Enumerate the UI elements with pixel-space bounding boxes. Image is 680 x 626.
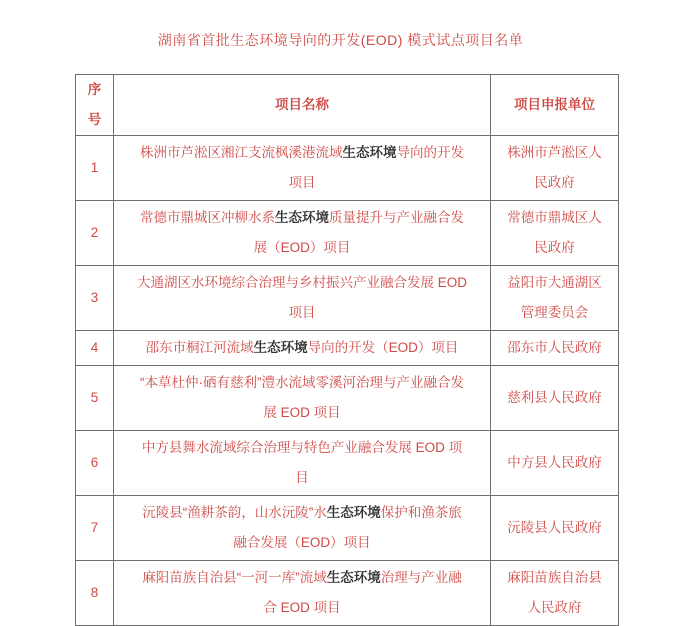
keyword-highlight: 生态环境	[326, 570, 381, 585]
applicant-unit-cell: 沅陵县人民政府	[491, 496, 619, 561]
keyword-highlight: 生态环境	[253, 340, 308, 355]
table-row	[76, 331, 619, 366]
project-name-text: 沅陵县“渔耕茶韵，山水沅陵”水	[142, 505, 327, 520]
project-name-text: 导向的开发项目	[288, 145, 464, 190]
project-name-cell	[114, 496, 491, 561]
document-title: 湖南省首批生态环境导向的开发(EOD) 模式试点项目名单	[157, 32, 524, 48]
table-row	[76, 431, 619, 496]
table-row	[76, 496, 619, 561]
table-header-row	[76, 75, 619, 136]
row-serial-number: 4	[76, 331, 114, 366]
project-name-text: 导向的开发（EOD）项目	[307, 340, 459, 355]
row-serial-number: 3	[76, 266, 114, 331]
row-serial-number: 8	[76, 561, 114, 626]
row-serial-number: 2	[76, 201, 114, 266]
project-name-text: 大通湖区水环境综合治理与乡村振兴产业融合发展 EOD 项目	[137, 275, 468, 320]
header-project-name: 项目名称	[114, 75, 491, 136]
project-name-cell	[114, 201, 491, 266]
project-name-cell	[114, 431, 491, 496]
keyword-highlight: 生态环境	[326, 505, 381, 520]
row-serial-number: 1	[76, 136, 114, 201]
keyword-highlight: 生态环境	[275, 210, 329, 225]
project-name-text: 中方县舞水流域综合治理与特色产业融合发展 EOD 项目	[141, 440, 463, 485]
applicant-unit-cell: 益阳市大通湖区管理委员会	[491, 266, 619, 331]
applicant-unit-cell: 邵东市人民政府	[491, 331, 619, 366]
table-row	[76, 136, 619, 201]
project-name-cell	[114, 136, 491, 201]
header-applicant-unit: 项目申报单位	[491, 75, 619, 136]
project-name-cell	[114, 366, 491, 431]
table-row	[76, 366, 619, 431]
project-name-text: 麻阳苗族自治县“一河一库”流域	[142, 570, 327, 585]
applicant-unit-cell: 慈利县人民政府	[491, 366, 619, 431]
table-header	[76, 75, 619, 136]
applicant-unit-cell: 麻阳苗族自治县人民政府	[491, 561, 619, 626]
project-name-cell	[114, 266, 491, 331]
table-body	[76, 136, 619, 626]
applicant-unit-cell: 中方县人民政府	[491, 431, 619, 496]
row-serial-number: 6	[76, 431, 114, 496]
row-serial-number: 7	[76, 496, 114, 561]
project-name-text: 常德市鼎城区冲柳水系	[140, 210, 275, 225]
project-name-text: 株洲市芦淞区湘江支流枫溪港流域	[140, 145, 343, 160]
projects-table	[75, 74, 619, 626]
applicant-unit-cell: 株洲市芦淞区人民政府	[491, 136, 619, 201]
project-name-text: 保护和渔茶旅融合发展（EOD）项目	[233, 505, 462, 550]
project-name-text: “本草杜仲·硒有慈利”澧水流域零溪河治理与产业融合发展 EOD 项目	[140, 375, 464, 420]
table-row	[76, 266, 619, 331]
project-name-text: 邵东市桐江河流域	[145, 340, 254, 355]
table-row	[76, 201, 619, 266]
project-name-cell	[114, 561, 491, 626]
row-serial-number: 5	[76, 366, 114, 431]
table-row	[76, 561, 619, 626]
project-name-text: 质量提升与产业融合发展（EOD）项目	[253, 210, 464, 255]
project-name-cell	[114, 331, 491, 366]
project-name-text: 治理与产业融合 EOD 项目	[263, 570, 462, 615]
header-serial-number: 序号	[76, 75, 114, 136]
keyword-highlight: 生态环境	[342, 145, 397, 160]
applicant-unit-cell: 常德市鼎城区人民政府	[491, 201, 619, 266]
